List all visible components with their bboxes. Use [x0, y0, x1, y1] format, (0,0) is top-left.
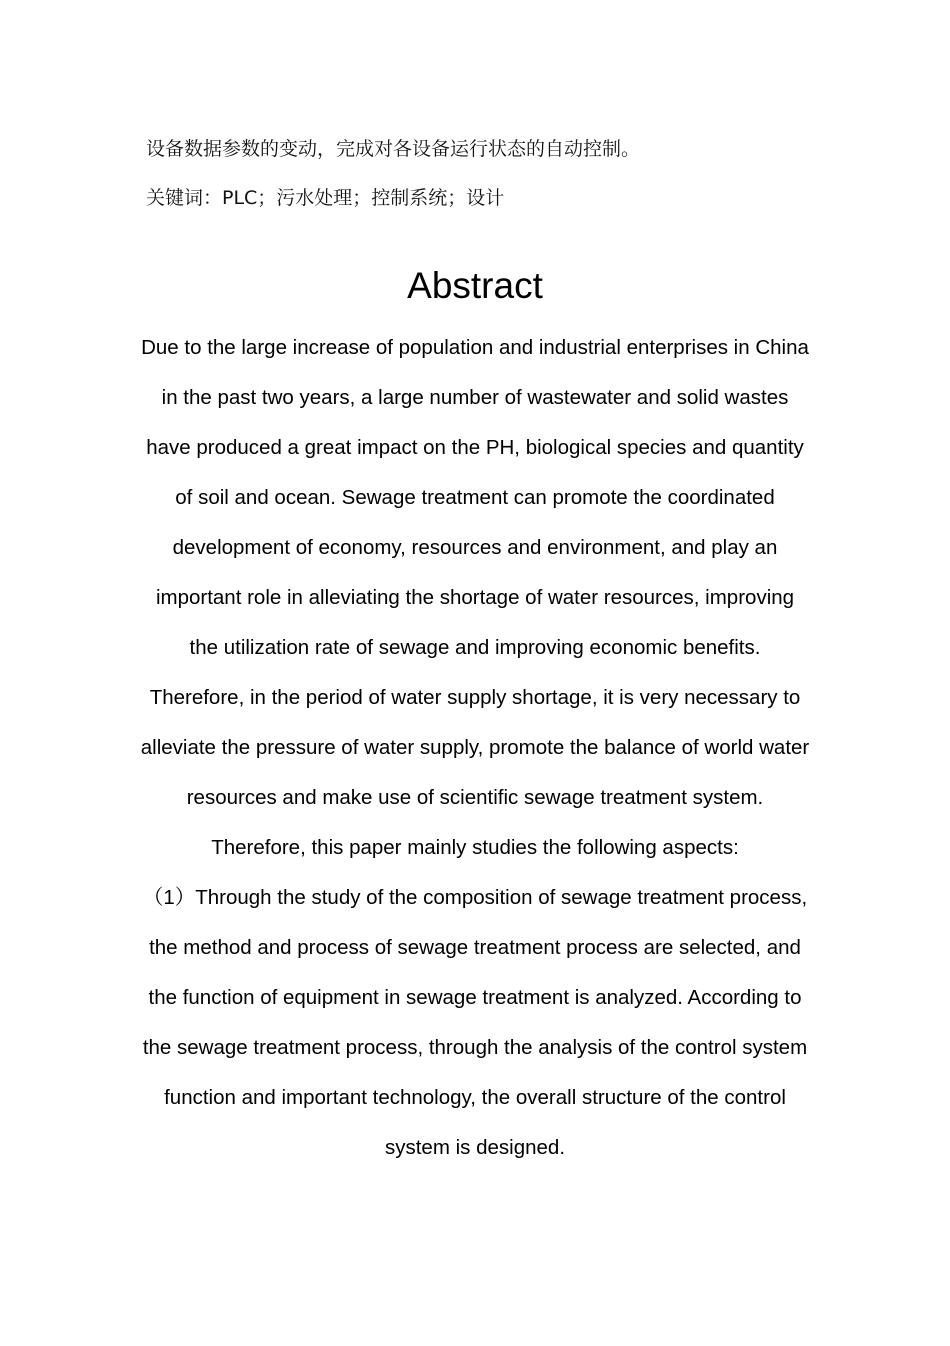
- chinese-keywords-line: 关键词：PLC；污水处理；控制系统；设计: [146, 187, 505, 209]
- chinese-continuation-line: 设备数据参数的变动，完成对各设备运行状态的自动控制。: [146, 138, 641, 160]
- abstract-title: Abstract: [407, 265, 543, 306]
- abstract-paragraph-aspects: Therefore, this paper mainly studies the following aspects:: [211, 836, 739, 859]
- abstract-paragraph-item-1: （1）Through the study of the composition of sewage treatment process, the method and process of sewage treatment process are selected, and the function of equipment in sewage treatment is analyzed. According to the sewage treatment process, through the analysis of the control system function and important technology, the overall structure of the control system is designed.: [142, 886, 808, 1159]
- abstract-paragraph-intro: Due to the large increase of population and industrial enterprises in China in the past two years, a large number of wastewater and solid wastes have produced a great impact on the PH, biological species and quantity of soil and ocean. Sewage treatment can promote the coordinated development of economy, resources and environment, and play an important role in alleviating the shortage of water resources, improving the utilization rate of sewage and improving economic benefits. Therefore, in the period of water supply shortage, it is very necessary to alleviate the pressure of water supply, promote the balance of world water resources and make use of scientific sewage treatment system.: [140, 336, 810, 809]
- abstract-body: [140, 323, 810, 1173]
